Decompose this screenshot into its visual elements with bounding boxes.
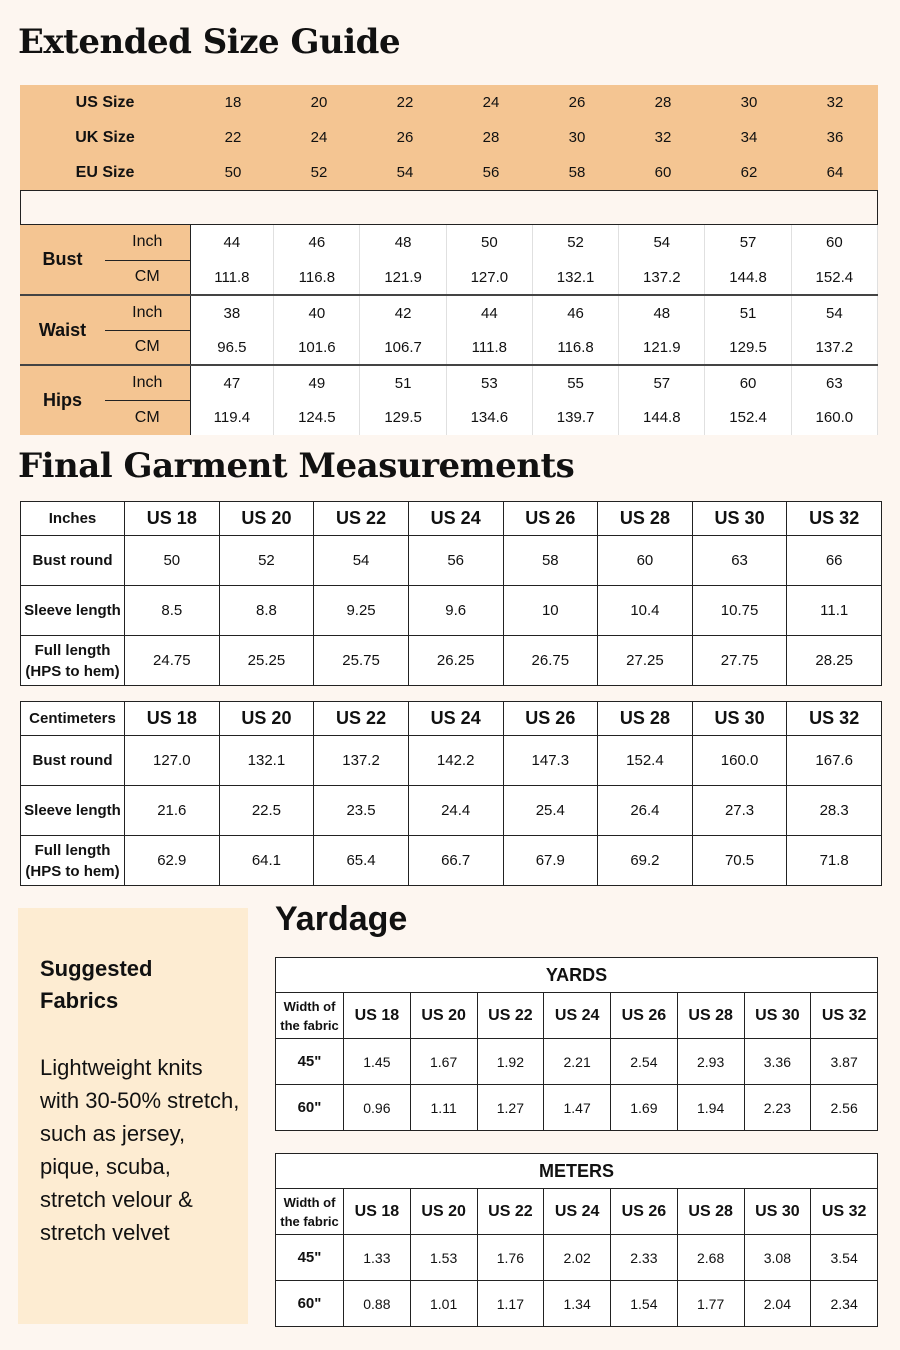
garment-row — [21, 736, 882, 786]
yardage-caption-row — [276, 958, 878, 993]
yardage-size-header: US 24 — [544, 1189, 611, 1235]
yardage-caption: YARDS — [276, 958, 878, 993]
garment-row-label: Bust round — [21, 536, 125, 586]
garment-value: 24.75 — [125, 636, 220, 686]
measurement-value: 44 — [446, 295, 532, 330]
measurement-value: 63 — [791, 365, 877, 400]
size-row-label: UK Size — [75, 128, 135, 146]
garment-value: 25.4 — [503, 786, 598, 836]
measurement-cm-row — [20, 400, 878, 435]
yardage-value: 1.69 — [611, 1085, 678, 1131]
yardage-size-header: US 22 — [477, 1189, 544, 1235]
garment-unit-header: Centimeters — [21, 702, 125, 736]
yardage-size-header: US 26 — [611, 1189, 678, 1235]
garment-value: 67.9 — [503, 836, 598, 886]
size-value: 20 — [310, 94, 328, 111]
measurement-value: 57 — [705, 225, 791, 260]
measurement-value: 55 — [532, 365, 618, 400]
measurement-value: 106.7 — [360, 330, 446, 365]
garment-value: 25.75 — [314, 636, 409, 686]
size-value: 36 — [826, 129, 844, 146]
garment-value: 23.5 — [314, 786, 409, 836]
yardage-value: 2.68 — [677, 1235, 744, 1281]
garment-value: 27.75 — [692, 636, 787, 686]
garment-centimeters-table — [20, 701, 882, 886]
yardage-size-header: US 18 — [344, 993, 411, 1039]
garment-value: 137.2 — [314, 736, 409, 786]
measurement-value: 48 — [360, 225, 446, 260]
measurement-value: 52 — [532, 225, 618, 260]
measurement-value: 101.6 — [274, 330, 360, 365]
yardage-width-header: Width of the fabric — [276, 993, 344, 1039]
measurement-value: 54 — [791, 295, 877, 330]
size-value: 26 — [396, 129, 414, 146]
yardage-width-label: 60" — [276, 1085, 344, 1131]
measurement-cm-row — [20, 260, 878, 295]
garment-value: 66.7 — [408, 836, 503, 886]
yardage-width-header: Width of the fabric — [276, 1189, 344, 1235]
yardage-value: 1.47 — [544, 1085, 611, 1131]
size-value: 58 — [568, 164, 586, 181]
garment-value: 8.8 — [219, 586, 314, 636]
yardage-size-header: US 22 — [477, 993, 544, 1039]
yardage-value: 2.21 — [544, 1039, 611, 1085]
measurement-value: 111.8 — [190, 260, 274, 295]
garment-value: 127.0 — [125, 736, 220, 786]
size-value: 24 — [482, 94, 500, 111]
measurement-value: 127.0 — [446, 260, 532, 295]
yardage-size-header: US 32 — [811, 993, 878, 1039]
yardage-header-row — [276, 993, 878, 1039]
size-value: 60 — [654, 164, 672, 181]
yardage-value: 1.01 — [410, 1281, 477, 1327]
garment-value: 9.6 — [408, 586, 503, 636]
garment-value: 70.5 — [692, 836, 787, 886]
size-value: 26 — [568, 94, 586, 111]
garment-value: 26.4 — [598, 786, 693, 836]
garment-value: 58 — [503, 536, 598, 586]
yardage-row — [276, 1281, 878, 1327]
garment-row-label: Full length (HPS to hem) — [21, 636, 125, 686]
yardage-value: 1.94 — [677, 1085, 744, 1131]
size-value: 30 — [740, 94, 758, 111]
yardage-size-header: US 32 — [811, 1189, 878, 1235]
body-measurements-table — [20, 225, 878, 435]
measurement-value: 116.8 — [274, 260, 360, 295]
yardage-width-label: 45" — [276, 1039, 344, 1085]
size-row — [20, 120, 878, 155]
unit-label-cm: CM — [105, 330, 190, 365]
measurement-inch-row — [20, 225, 878, 260]
yardage-title: Yardage — [275, 900, 408, 938]
size-value: 52 — [310, 164, 328, 181]
measurement-value: 137.2 — [619, 260, 705, 295]
yardage-value: 2.02 — [544, 1235, 611, 1281]
measurement-value: 54 — [619, 225, 705, 260]
garment-value: 21.6 — [125, 786, 220, 836]
yardage-value: 2.33 — [611, 1235, 678, 1281]
measurement-value: 51 — [705, 295, 791, 330]
measurement-value: 152.4 — [791, 260, 877, 295]
yardage-size-header: US 26 — [611, 993, 678, 1039]
size-conversion-table — [20, 85, 878, 190]
measurement-value: 46 — [532, 295, 618, 330]
garment-header-row — [21, 702, 882, 736]
yardage-value: 2.04 — [744, 1281, 811, 1327]
unit-label-inch: Inch — [105, 365, 190, 400]
size-value: 22 — [224, 129, 242, 146]
yardage-row — [276, 1235, 878, 1281]
garment-value: 160.0 — [692, 736, 787, 786]
garment-value: 10.75 — [692, 586, 787, 636]
yardage-value: 2.23 — [744, 1085, 811, 1131]
yardage-yards-table — [275, 957, 878, 1131]
garment-size-header: US 28 — [598, 502, 693, 536]
garment-inches-table — [20, 501, 882, 686]
size-value: 62 — [740, 164, 758, 181]
garment-value: 147.3 — [503, 736, 598, 786]
measurement-value: 42 — [360, 295, 446, 330]
garment-size-header: US 32 — [787, 502, 882, 536]
yardage-value: 3.36 — [744, 1039, 811, 1085]
yardage-value: 1.34 — [544, 1281, 611, 1327]
yardage-value: 2.54 — [611, 1039, 678, 1085]
measurement-value: 129.5 — [360, 400, 446, 435]
yardage-width-label: 60" — [276, 1281, 344, 1327]
garment-size-header: US 18 — [125, 502, 220, 536]
garment-row — [21, 836, 882, 886]
garment-size-header: US 30 — [692, 702, 787, 736]
measurement-value: 116.8 — [532, 330, 618, 365]
size-row-label: EU Size — [75, 163, 135, 181]
garment-row — [21, 586, 882, 636]
garment-value: 8.5 — [125, 586, 220, 636]
yardage-row — [276, 1039, 878, 1085]
measurement-cm-row — [20, 330, 878, 365]
garment-size-header: US 28 — [598, 702, 693, 736]
yardage-value: 1.53 — [410, 1235, 477, 1281]
yardage-value: 3.54 — [811, 1235, 878, 1281]
measurement-inch-row — [20, 365, 878, 400]
measurement-value: 139.7 — [532, 400, 618, 435]
yardage-size-header: US 28 — [677, 993, 744, 1039]
yardage-header-row — [276, 1189, 878, 1235]
measurement-value: 51 — [360, 365, 446, 400]
size-value: 32 — [826, 94, 844, 111]
yardage-value: 1.33 — [344, 1235, 411, 1281]
yardage-value: 2.56 — [811, 1085, 878, 1131]
yardage-value: 1.92 — [477, 1039, 544, 1085]
size-value: 18 — [224, 94, 242, 111]
garment-row-label: Full length (HPS to hem) — [21, 836, 125, 886]
yardage-size-header: US 24 — [544, 993, 611, 1039]
measurement-value: 129.5 — [705, 330, 791, 365]
measurement-value: 144.8 — [619, 400, 705, 435]
garment-value: 10 — [503, 586, 598, 636]
yardage-width-label: 45" — [276, 1235, 344, 1281]
garment-size-header: US 32 — [787, 702, 882, 736]
garment-value: 27.25 — [598, 636, 693, 686]
measurement-value: 119.4 — [190, 400, 274, 435]
garment-size-header: US 24 — [408, 502, 503, 536]
yardage-value: 1.45 — [344, 1039, 411, 1085]
garment-value: 52 — [219, 536, 314, 586]
garment-row — [21, 536, 882, 586]
measurement-value: 137.2 — [791, 330, 877, 365]
garment-unit-header: Inches — [21, 502, 125, 536]
measurement-value: 47 — [190, 365, 274, 400]
fabrics-title: Suggested Fabrics — [40, 956, 153, 1013]
measurement-value: 57 — [619, 365, 705, 400]
measurement-name: Waist — [20, 295, 105, 365]
measurement-value: 152.4 — [705, 400, 791, 435]
yardage-size-header: US 20 — [410, 993, 477, 1039]
measurement-value: 121.9 — [360, 260, 446, 295]
garment-value: 27.3 — [692, 786, 787, 836]
garment-size-header: US 22 — [314, 702, 409, 736]
size-value: 24 — [310, 129, 328, 146]
garment-value: 28.25 — [787, 636, 882, 686]
measurement-value: 144.8 — [705, 260, 791, 295]
yardage-value: 2.34 — [811, 1281, 878, 1327]
garment-value: 167.6 — [787, 736, 882, 786]
size-value: 64 — [826, 164, 844, 181]
size-guide-title: Extended Size Guide — [18, 22, 401, 62]
garment-value: 56 — [408, 536, 503, 586]
unit-label-inch: Inch — [105, 295, 190, 330]
measurement-value: 46 — [274, 225, 360, 260]
yardage-size-header: US 20 — [410, 1189, 477, 1235]
yardage-size-header: US 18 — [344, 1189, 411, 1235]
garment-size-header: US 24 — [408, 702, 503, 736]
yardage-caption: METERS — [276, 1154, 878, 1189]
garment-value: 26.75 — [503, 636, 598, 686]
measurement-value: 132.1 — [532, 260, 618, 295]
size-value: 56 — [482, 164, 500, 181]
garment-value: 11.1 — [787, 586, 882, 636]
yardage-size-header: US 30 — [744, 1189, 811, 1235]
measurement-value: 48 — [619, 295, 705, 330]
garment-value: 54 — [314, 536, 409, 586]
measurement-value: 160.0 — [791, 400, 877, 435]
garment-value: 132.1 — [219, 736, 314, 786]
measurement-value: 38 — [190, 295, 274, 330]
measurement-inch-row — [20, 295, 878, 330]
yardage-value: 0.96 — [344, 1085, 411, 1131]
garment-value: 50 — [125, 536, 220, 586]
measurement-value: 134.6 — [446, 400, 532, 435]
size-guide-spacer-row — [20, 190, 878, 225]
garment-value: 24.4 — [408, 786, 503, 836]
garment-value: 26.25 — [408, 636, 503, 686]
measurement-value: 50 — [446, 225, 532, 260]
yardage-value: 1.67 — [410, 1039, 477, 1085]
yardage-value: 1.11 — [410, 1085, 477, 1131]
garment-value: 22.5 — [219, 786, 314, 836]
garment-size-header: US 18 — [125, 702, 220, 736]
size-value: 28 — [654, 94, 672, 111]
measurement-value: 111.8 — [446, 330, 532, 365]
garment-header-row — [21, 502, 882, 536]
measurement-value: 60 — [791, 225, 877, 260]
yardage-value: 1.77 — [677, 1281, 744, 1327]
measurement-value: 44 — [190, 225, 274, 260]
yardage-row — [276, 1085, 878, 1131]
garment-size-header: US 30 — [692, 502, 787, 536]
fabrics-description: Lightweight knits with 30-50% stretch, such as jersey, pique, scuba, stretch velour & stretch velvet — [40, 1055, 240, 1245]
garment-value: 69.2 — [598, 836, 693, 886]
garment-value: 10.4 — [598, 586, 693, 636]
measurement-value: 121.9 — [619, 330, 705, 365]
yardage-value: 2.93 — [677, 1039, 744, 1085]
size-value: 34 — [740, 129, 758, 146]
garment-title: Final Garment Measurements — [18, 446, 575, 486]
garment-row-label: Bust round — [21, 736, 125, 786]
yardage-size-header: US 30 — [744, 993, 811, 1039]
garment-value: 65.4 — [314, 836, 409, 886]
size-value: 32 — [654, 129, 672, 146]
garment-size-header: US 26 — [503, 702, 598, 736]
size-row — [20, 85, 878, 120]
garment-value: 152.4 — [598, 736, 693, 786]
suggested-fabrics-panel — [18, 908, 248, 1324]
size-row-label: US Size — [75, 93, 135, 111]
size-row — [20, 155, 878, 190]
garment-value: 9.25 — [314, 586, 409, 636]
garment-value: 66 — [787, 536, 882, 586]
yardage-value: 3.08 — [744, 1235, 811, 1281]
unit-label-cm: CM — [105, 260, 190, 295]
measurement-value: 49 — [274, 365, 360, 400]
unit-label-cm: CM — [105, 400, 190, 435]
garment-size-header: US 20 — [219, 702, 314, 736]
size-value: 54 — [396, 164, 414, 181]
yardage-value: 0.88 — [344, 1281, 411, 1327]
yardage-value: 1.54 — [611, 1281, 678, 1327]
garment-size-header: US 26 — [503, 502, 598, 536]
size-value: 28 — [482, 129, 500, 146]
garment-value: 63 — [692, 536, 787, 586]
garment-row-label: Sleeve length — [21, 586, 125, 636]
garment-value: 28.3 — [787, 786, 882, 836]
garment-value: 60 — [598, 536, 693, 586]
yardage-value: 1.27 — [477, 1085, 544, 1131]
garment-row — [21, 636, 882, 686]
garment-value: 64.1 — [219, 836, 314, 886]
size-value: 22 — [396, 94, 414, 111]
unit-label-inch: Inch — [105, 225, 190, 260]
measurement-name: Hips — [20, 365, 105, 435]
yardage-meters-table — [275, 1153, 878, 1327]
garment-row — [21, 786, 882, 836]
garment-value: 71.8 — [787, 836, 882, 886]
measurement-value: 60 — [705, 365, 791, 400]
garment-size-header: US 20 — [219, 502, 314, 536]
garment-value: 25.25 — [219, 636, 314, 686]
garment-row-label: Sleeve length — [21, 786, 125, 836]
measurement-name: Bust — [20, 225, 105, 295]
measurement-value: 40 — [274, 295, 360, 330]
garment-size-header: US 22 — [314, 502, 409, 536]
garment-value: 62.9 — [125, 836, 220, 886]
yardage-value: 3.87 — [811, 1039, 878, 1085]
yardage-size-header: US 28 — [677, 1189, 744, 1235]
yardage-caption-row — [276, 1154, 878, 1189]
size-value: 50 — [224, 164, 242, 181]
yardage-value: 1.17 — [477, 1281, 544, 1327]
size-value: 30 — [568, 129, 586, 146]
measurement-value: 96.5 — [190, 330, 274, 365]
measurement-value: 124.5 — [274, 400, 360, 435]
garment-value: 142.2 — [408, 736, 503, 786]
yardage-value: 1.76 — [477, 1235, 544, 1281]
measurement-value: 53 — [446, 365, 532, 400]
